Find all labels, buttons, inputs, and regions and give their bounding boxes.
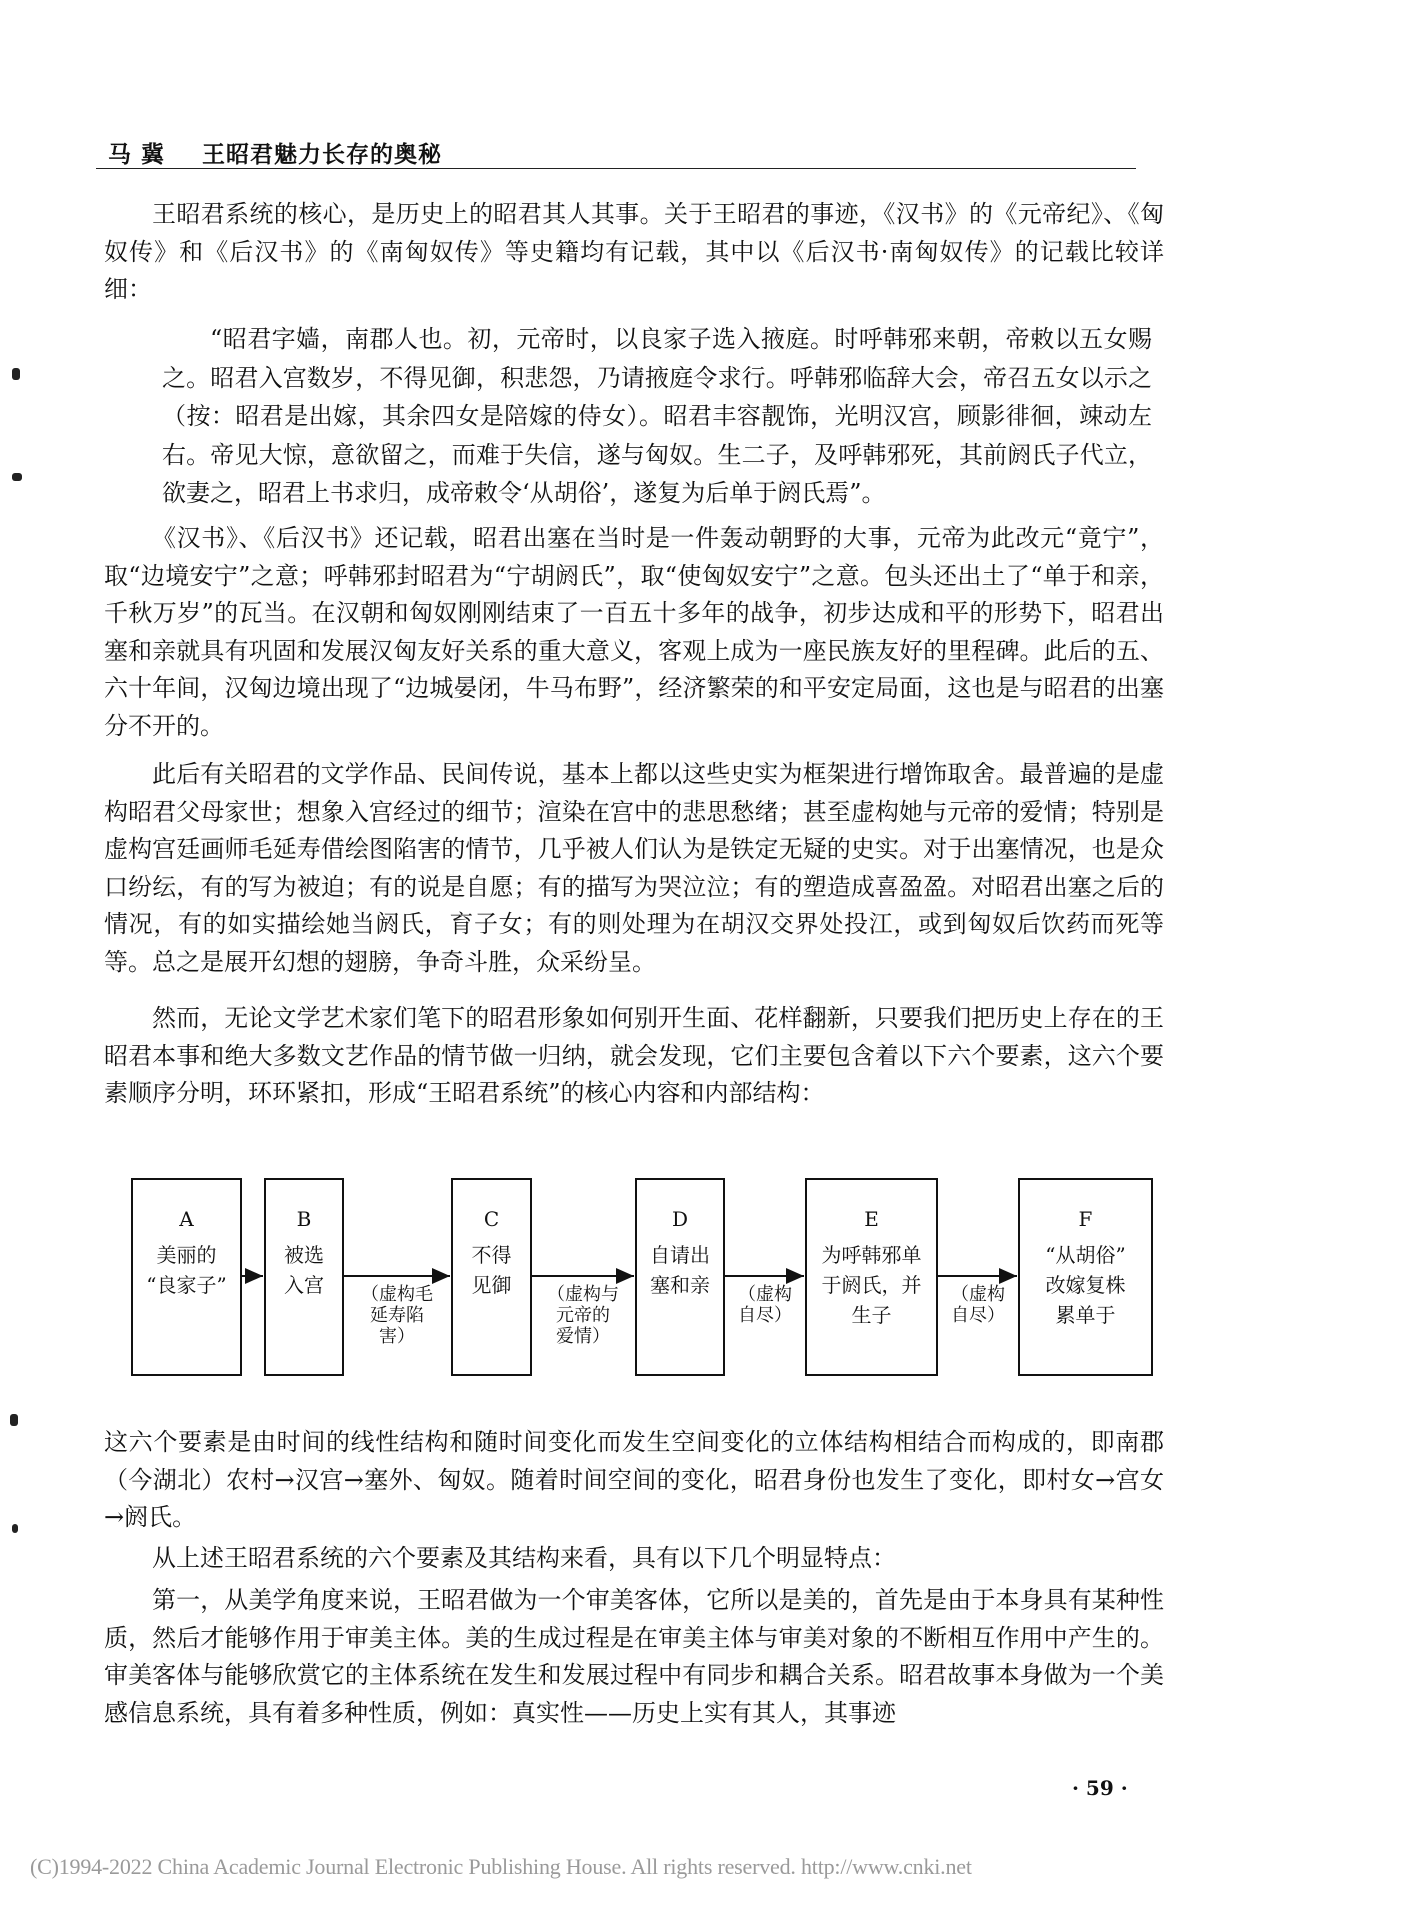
box-e-letter: E: [864, 1207, 879, 1231]
header-title: 王昭君魅力长存的奥秘: [202, 141, 443, 168]
box-b-text: 被选 入宫: [284, 1243, 324, 1297]
paragraph-4: 然而，无论文学艺术家们笔下的昭君形象如何别开生面、花样翻新，只要我们把历史上存在的王昭君本事和绝大多数文艺作品的情节做一归纳，就会发现，它们主要包含着以下六个要素，这六个要素顺序分明，环环紧扣，形成“王昭君系统”的核心内容和内部结构：: [104, 1004, 1164, 1107]
box-c-letter: C: [483, 1207, 500, 1231]
box-c-text: 不得 见御: [471, 1243, 512, 1297]
box-d-letter: D: [671, 1207, 689, 1231]
paragraph-5: 这六个要素是由时间的线性结构和随时间变化而发生空间变化的立体结构相结合而构成的，即南郡（今湖北）农村→汉宫→塞外、匈奴。随着时间空间的变化，昭君身份也发生了变化，即村女→宫女→阏氏。: [104, 1428, 1164, 1531]
box-e-text: 为呼韩邪单 于阏氏，并 生子: [821, 1243, 922, 1327]
paragraph-6: 从上述王昭君系统的六个要素及其结构来看，具有以下几个明显特点：: [152, 1544, 896, 1572]
box-f-letter: F: [1078, 1207, 1093, 1231]
box-d-text: 自请出 塞和亲: [650, 1243, 710, 1297]
box-b-letter: B: [296, 1207, 312, 1231]
paragraph-2: 《汉书》、《后汉书》还记载，昭君出塞在当时是一件轰动朝野的大事，元帝为此改元“竟宁”，取“边境安宁”之意；呼韩邪封昭君为“宁胡阏氏”，取“使匈奴安宁”之意。包头还出土了“单于和亲，千秋万岁”的瓦当。在汉朝和匈奴刚刚结束了一百五十多年的战争，初步达成和平的形势下，昭君出塞和亲就具有巩固和发展汉匈友好关系的重大意义，客观上成为一座民族友好的里程碑。此后的五、六十年间，汉匈边境出现了“边城晏闭，牛马布野”，经济繁荣的和平安定局面，这也是与昭君的出塞分不开的。: [104, 524, 1164, 740]
page-number: · 59 ·: [1072, 1776, 1128, 1800]
header-author: 马 冀: [108, 141, 166, 168]
quoted-passage: “昭君字嫱，南郡人也。初，元帝时，以良家子选入掖庭。时呼韩邪来朝，帝敕以五女赐之。昭君入宫数岁，不得见御，积悲怨，乃请掖庭令求行。呼韩邪临辞大会，帝召五女以示之（按：昭君是出嫁，其余四女是陪嫁的侍女）。昭君丰容靓饰，光明汉宫，顾影徘徊，竦动左右。帝见大惊，意欲留之，而难于失信，遂与匈奴。生二子，及呼韩邪死，其前阏氏子代立，欲妻之，昭君上书求归，成帝敕令‘从胡俗’，遂复为后单于阏氏焉”。: [162, 325, 1152, 507]
margin-mark: [12, 473, 22, 481]
margin-mark: [12, 368, 20, 380]
paragraph-7: 第一，从美学角度来说，王昭君做为一个审美客体，它所以是美的，首先是由于本身具有某种性质，然后才能够作用于审美主体。美的生成过程是在审美主体与审美对象的不断相互作用中产生的。审美客体与能够欣赏它的主体系统在发生和发展过程中有同步和耦合关系。昭君故事本身做为一个美感信息系统，具有着多种性质，例如：真实性——历史上实有其人，其事迹: [104, 1586, 1164, 1727]
box-a-text: 美丽的 “良家子”: [146, 1243, 227, 1297]
paragraph-3: 此后有关昭君的文学作品、民间传说，基本上都以这些史实为框架进行增饰取舍。最普遍的是虚构昭君父母家世；想象入宫经过的细节；渲染在宫中的悲思愁绪；甚至虚构她与元帝的爱情；特别是虚构宫廷画师毛延寿借绘图陷害的情节，几乎被人们认为是铁定无疑的史实。对于出塞情况，也是众口纷纭，有的写为被迫；有的说是自愿；有的描写为哭泣泣；有的塑造成喜盈盈。对昭君出塞之后的情况，有的如实描绘她当阏氏，育子女；有的则处理为在胡汉交界处投江，或到匈奴后饮药而死等等。总之是展开幻想的翅膀，争奇斗胜，众采纷呈。: [104, 760, 1164, 976]
box-a-letter: A: [179, 1207, 194, 1231]
paragraph-1: 王昭君系统的核心，是历史上的昭君其人其事。关于王昭君的事迹，《汉书》的《元帝纪》、《匈奴传》和《后汉书》的《南匈奴传》等史籍均有记载，其中以《后汉书·南匈奴传》的记载比较详细：: [104, 200, 1164, 303]
copyright-notice: (C)1994-2022 China Academic Journal Electronic Publishing House. All rights reserved. http://www.cnki.net: [30, 1854, 972, 1879]
box-f-text: “从胡俗” 改嫁复株 累单于: [1045, 1243, 1126, 1327]
margin-mark: [10, 1414, 18, 1426]
margin-mark: [12, 1524, 18, 1533]
arrow-label-bc: （虚构毛 延寿陷 害）: [361, 1284, 433, 1347]
arrow-label-cd: （虚构与 元帝的 爱情）: [547, 1284, 619, 1347]
arrow-label-ef: （虚构 自尽）: [951, 1284, 1005, 1326]
arrow-label-de: （虚构 自尽）: [738, 1284, 792, 1326]
